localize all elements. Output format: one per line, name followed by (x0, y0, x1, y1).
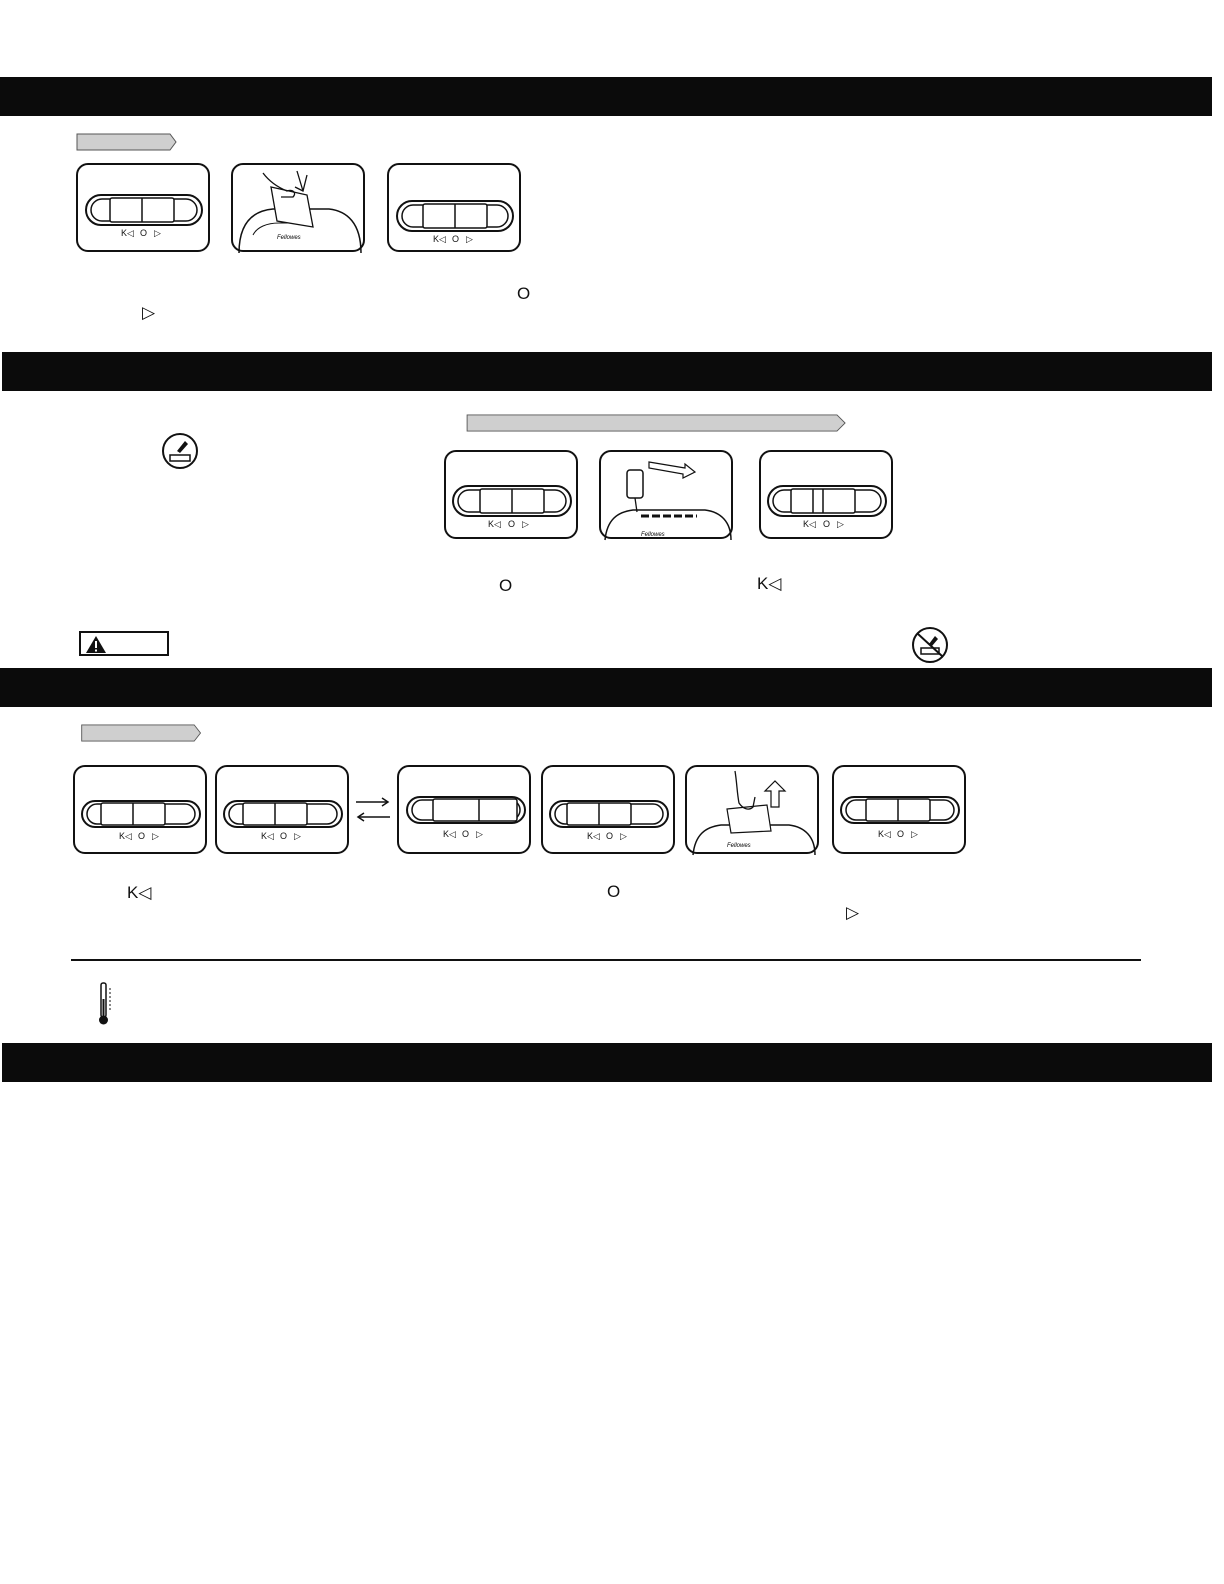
off-symbol: O (607, 882, 621, 901)
switch-panel (76, 163, 210, 252)
reverse-label: K◁ (488, 519, 501, 529)
off-label: O (823, 519, 831, 529)
reverse-label: K◁ (119, 831, 132, 841)
switch-panel (444, 450, 578, 539)
off-symbol: O (499, 576, 513, 595)
svg-text:Fellowes: Fellowes (641, 532, 665, 538)
divider (71, 959, 1141, 961)
switch-panel (541, 765, 675, 854)
auto-label: ▷ (522, 519, 529, 529)
step-tag-3 (74, 724, 210, 742)
switch-panel (73, 765, 207, 854)
reverse-label: K◁ (443, 829, 456, 839)
step-tag-2 (445, 414, 869, 432)
reverse-label: K◁ (587, 831, 600, 841)
no-aerosol-icon (911, 626, 949, 664)
reverse-label: K◁ (261, 831, 274, 841)
svg-text:Fellowes: Fellowes (727, 843, 751, 849)
switch-panel (215, 765, 349, 854)
off-label: O (140, 228, 148, 238)
off-label: O (452, 234, 460, 244)
switch-panel (397, 765, 531, 854)
switch-panel (759, 450, 893, 539)
oil-application-illustration (599, 450, 733, 539)
paper-removal-illustration (685, 765, 819, 854)
switch-panel (387, 163, 521, 252)
off-label: O (606, 831, 614, 841)
thermometer-icon (96, 981, 116, 1027)
off-label: O (897, 829, 905, 839)
section-bar-1 (0, 77, 1212, 116)
hand-feeding-paper (233, 165, 367, 254)
warning-box (79, 631, 169, 656)
off-label: O (462, 829, 470, 839)
off-label: O (508, 519, 516, 529)
reverse-label: K◁ (878, 829, 891, 839)
oil-can-icon (161, 433, 199, 469)
auto-symbol: ▷ (142, 303, 156, 322)
reverse-symbol: K◁ (757, 574, 782, 593)
reverse-label: K◁ (433, 234, 446, 244)
auto-label: ▷ (476, 829, 483, 839)
svg-text:Fellowes: Fellowes (277, 235, 301, 241)
auto-label: ▷ (837, 519, 844, 529)
auto-label: ▷ (466, 234, 473, 244)
step-tag-1 (76, 133, 178, 151)
bidirectional-arrows-icon (354, 795, 392, 823)
reverse-label: K◁ (803, 519, 816, 529)
auto-label: ▷ (294, 831, 301, 841)
auto-symbol: ▷ (846, 903, 860, 922)
section-bar-2 (2, 352, 1212, 391)
off-symbol: O (517, 284, 531, 303)
auto-label: ▷ (152, 831, 159, 841)
section-bar-4 (2, 1043, 1212, 1082)
reverse-label: K◁ (121, 228, 134, 238)
warning-triangle-icon (85, 635, 107, 654)
section-bar-3 (0, 668, 1212, 707)
off-label: O (138, 831, 146, 841)
reverse-symbol: K◁ (127, 883, 152, 902)
switch-panel (832, 765, 966, 854)
auto-label: ▷ (911, 829, 918, 839)
auto-label: ▷ (620, 831, 627, 841)
shredder-feed-illustration (231, 163, 365, 252)
auto-label: ▷ (154, 228, 161, 238)
off-label: O (280, 831, 288, 841)
